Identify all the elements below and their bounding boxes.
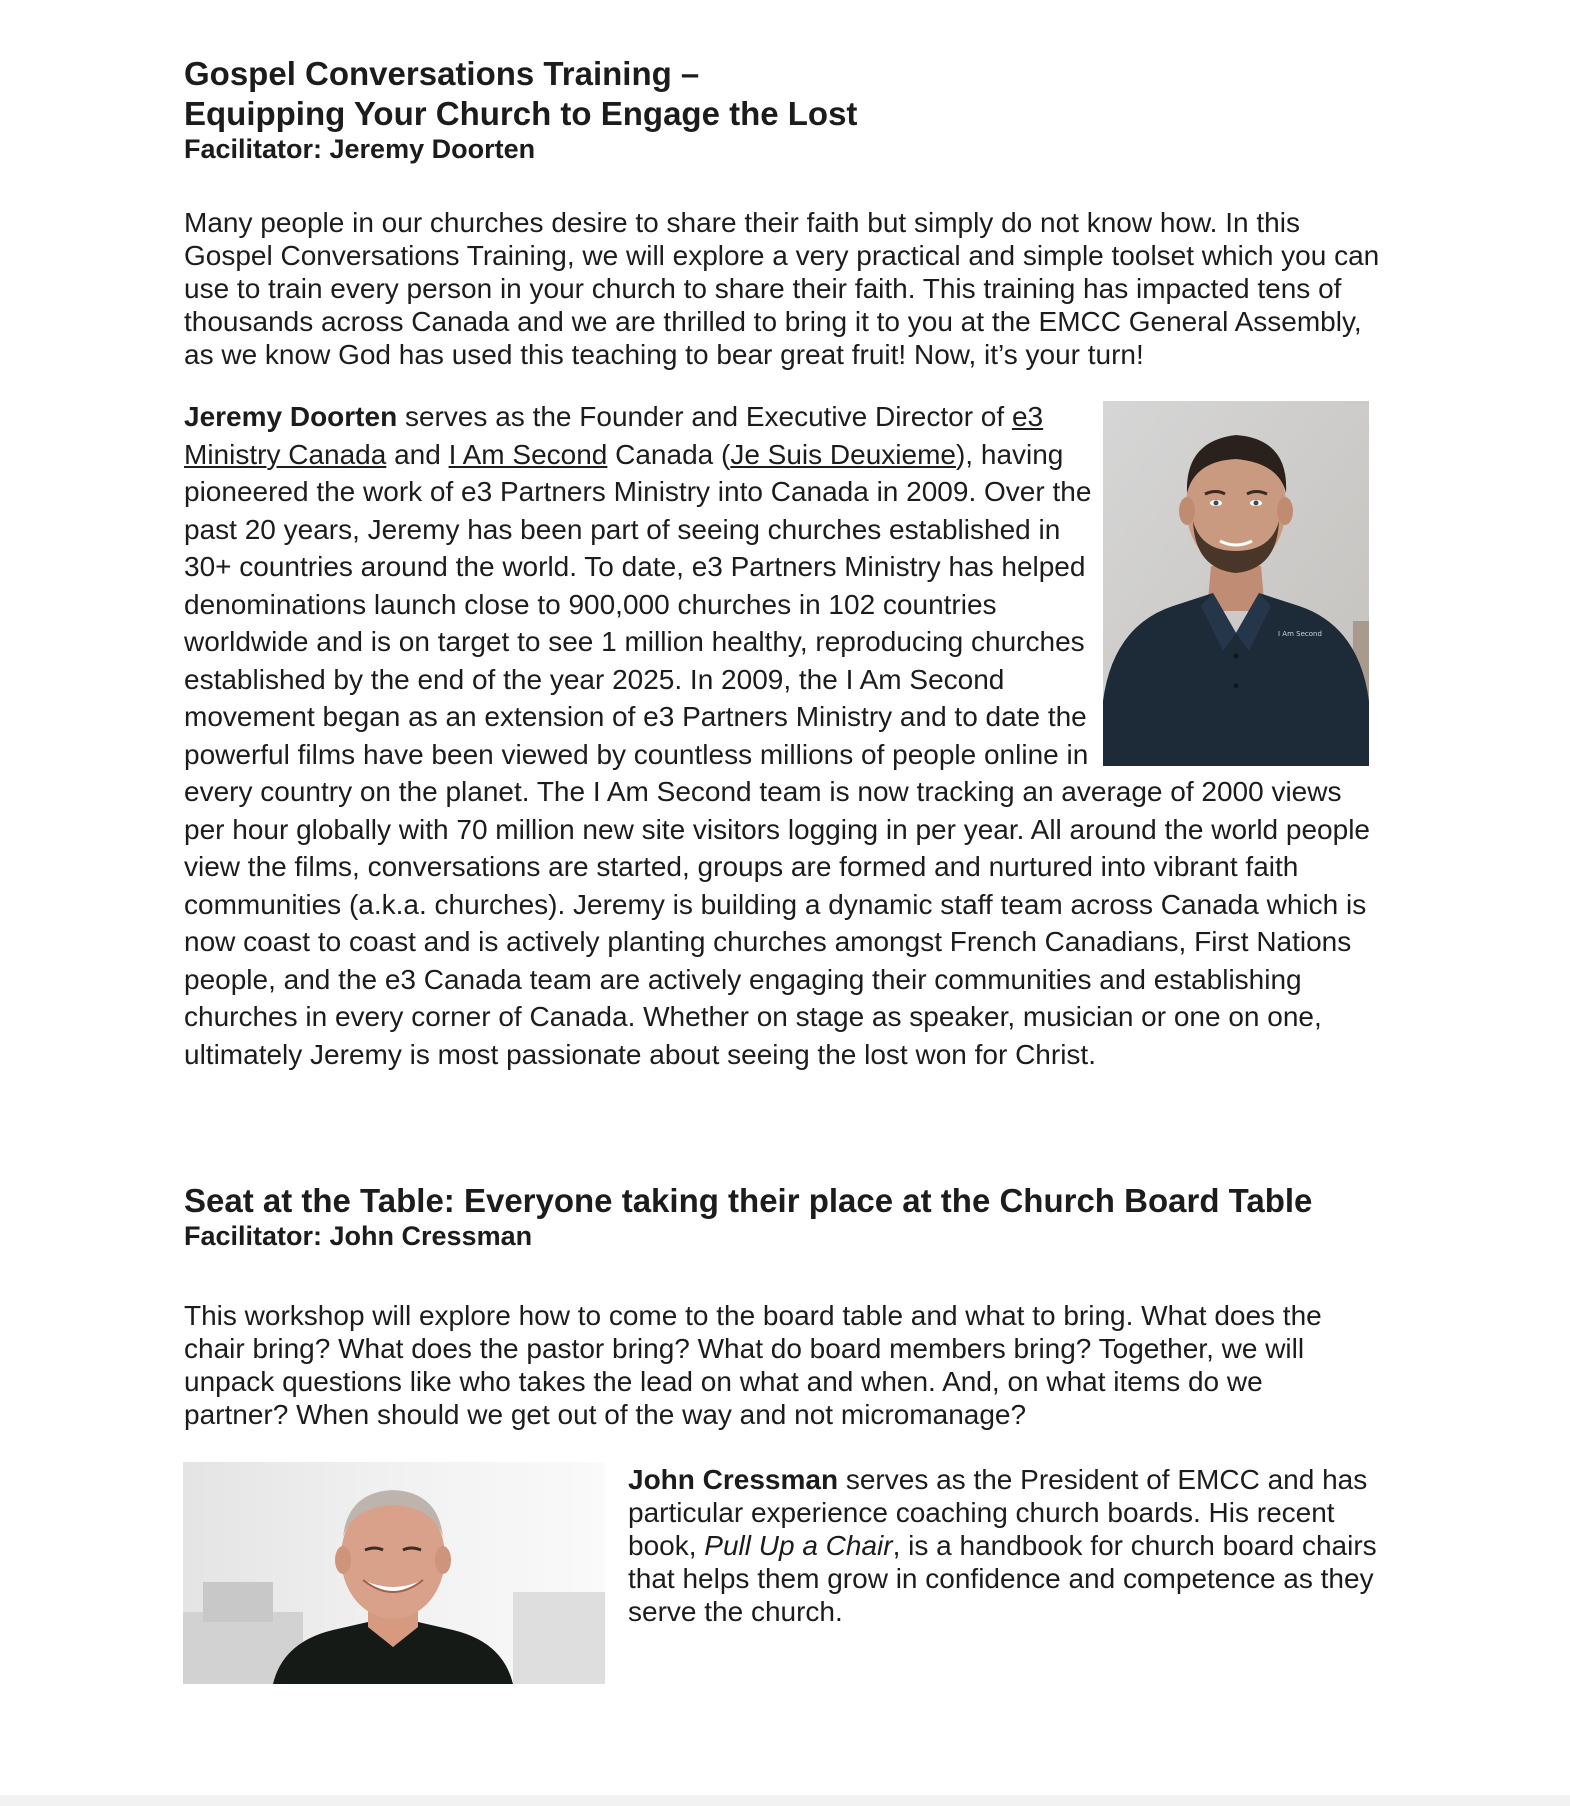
bio-text: serves as the Founder and Executive Director of [397, 401, 1012, 432]
book-title: Pull Up a Chair [704, 1530, 893, 1561]
bio-text: and [386, 438, 449, 470]
section-seat-at-the-table [184, 1181, 1394, 1252]
bio-text: serves as the President of EMCC and has particular experience coaching church boards. His recent book, [628, 1464, 1368, 1561]
je-suis-deuxieme-link[interactable]: Je Suis Deuxieme [730, 438, 956, 470]
bio-name: John Cressman [628, 1464, 839, 1495]
john-cressman-bio [628, 1463, 1398, 1628]
shirt-logo-text: I Am Second [1278, 630, 1322, 638]
section-title-line-1: Gospel Conversations Training – [184, 55, 700, 92]
bio-text: ), having pioneered the work of e3 Partners Ministry into Canada in 2009. Over the past 20 years, Jeremy has been part of seeing churches established in 30+ countries around the world. To date, e3 Partners Ministry has helped denominations launch close to 900,000 churches in 102 countries worldwide and is on target to see 1 million healthy, reproducing churches established by the end of the year 2025. In 2009, the I Am Second movement began as an extension of e3 Partners Ministry and to date the powerful films have been viewed by countless millions of people online in every country on the planet. The I Am Second team is now tracking an average of 2000 views per hour globally with 70 million new site visitors logging in per year. All around the world people view the films, conversations are started, groups are formed and nurtured into vibrant faith communities (a.k.a. churches). Jeremy is building a dynamic staff team across Canada which is now coast to coast and is actively planting churches amongst French Canadians, First Nations people, and the e3 Canada team are actively engaging their communities and establishing churches in every corner of Canada. Whether on stage as speaker, musician or one on one, ultimately Jeremy is most passionate about seeing the lost won for Christ. [184, 438, 1370, 1070]
jeremy-doorten-bio [184, 398, 1384, 1073]
workshop-description: Many people in our churches desire to share their faith but simply do not know how. In this Gospel Conversations Training, we will explore a very practical and simple toolset which you can use to train every person in your church to share their faith. This training has impacted tens of thousands across Canada and we are thrilled to bring it to you at the EMCC General Assembly, as we know God has used this teaching to bear great fruit! Now, it’s your turn! [184, 207, 1380, 370]
section-gospel-conversations [184, 54, 1394, 165]
i-am-second-link[interactable]: I Am Second [448, 438, 608, 470]
workshop-description: This workshop will explore how to come to the board table and what to bring. What does the chair bring? What does the pastor bring? What do board members bring? Together, we will unpack questions like who takes the lead on what and when. And, on what items do we partner? When should we get out of the way and not micromanage? [184, 1300, 1322, 1430]
facilitator-label: Facilitator: John Cressman [184, 1221, 533, 1251]
john-cressman-photo [183, 1462, 605, 1684]
section-title-line-2: Equipping Your Church to Engage the Lost [184, 95, 858, 132]
bio-text: Canada ( [607, 438, 731, 470]
bio-text: , is a handbook for church board chairs that helps them grow in confidence and competence as they serve the church. [628, 1530, 1377, 1627]
bio-name: Jeremy Doorten [184, 401, 398, 432]
e3-ministry-canada-link[interactable]: e3 Ministry Canada [184, 401, 1044, 470]
section-title: Seat at the Table: Everyone taking their place at the Church Board Table [184, 1182, 1313, 1219]
photo-float-spacer [1098, 398, 1384, 768]
facilitator-label: Facilitator: Jeremy Doorten [184, 134, 536, 164]
